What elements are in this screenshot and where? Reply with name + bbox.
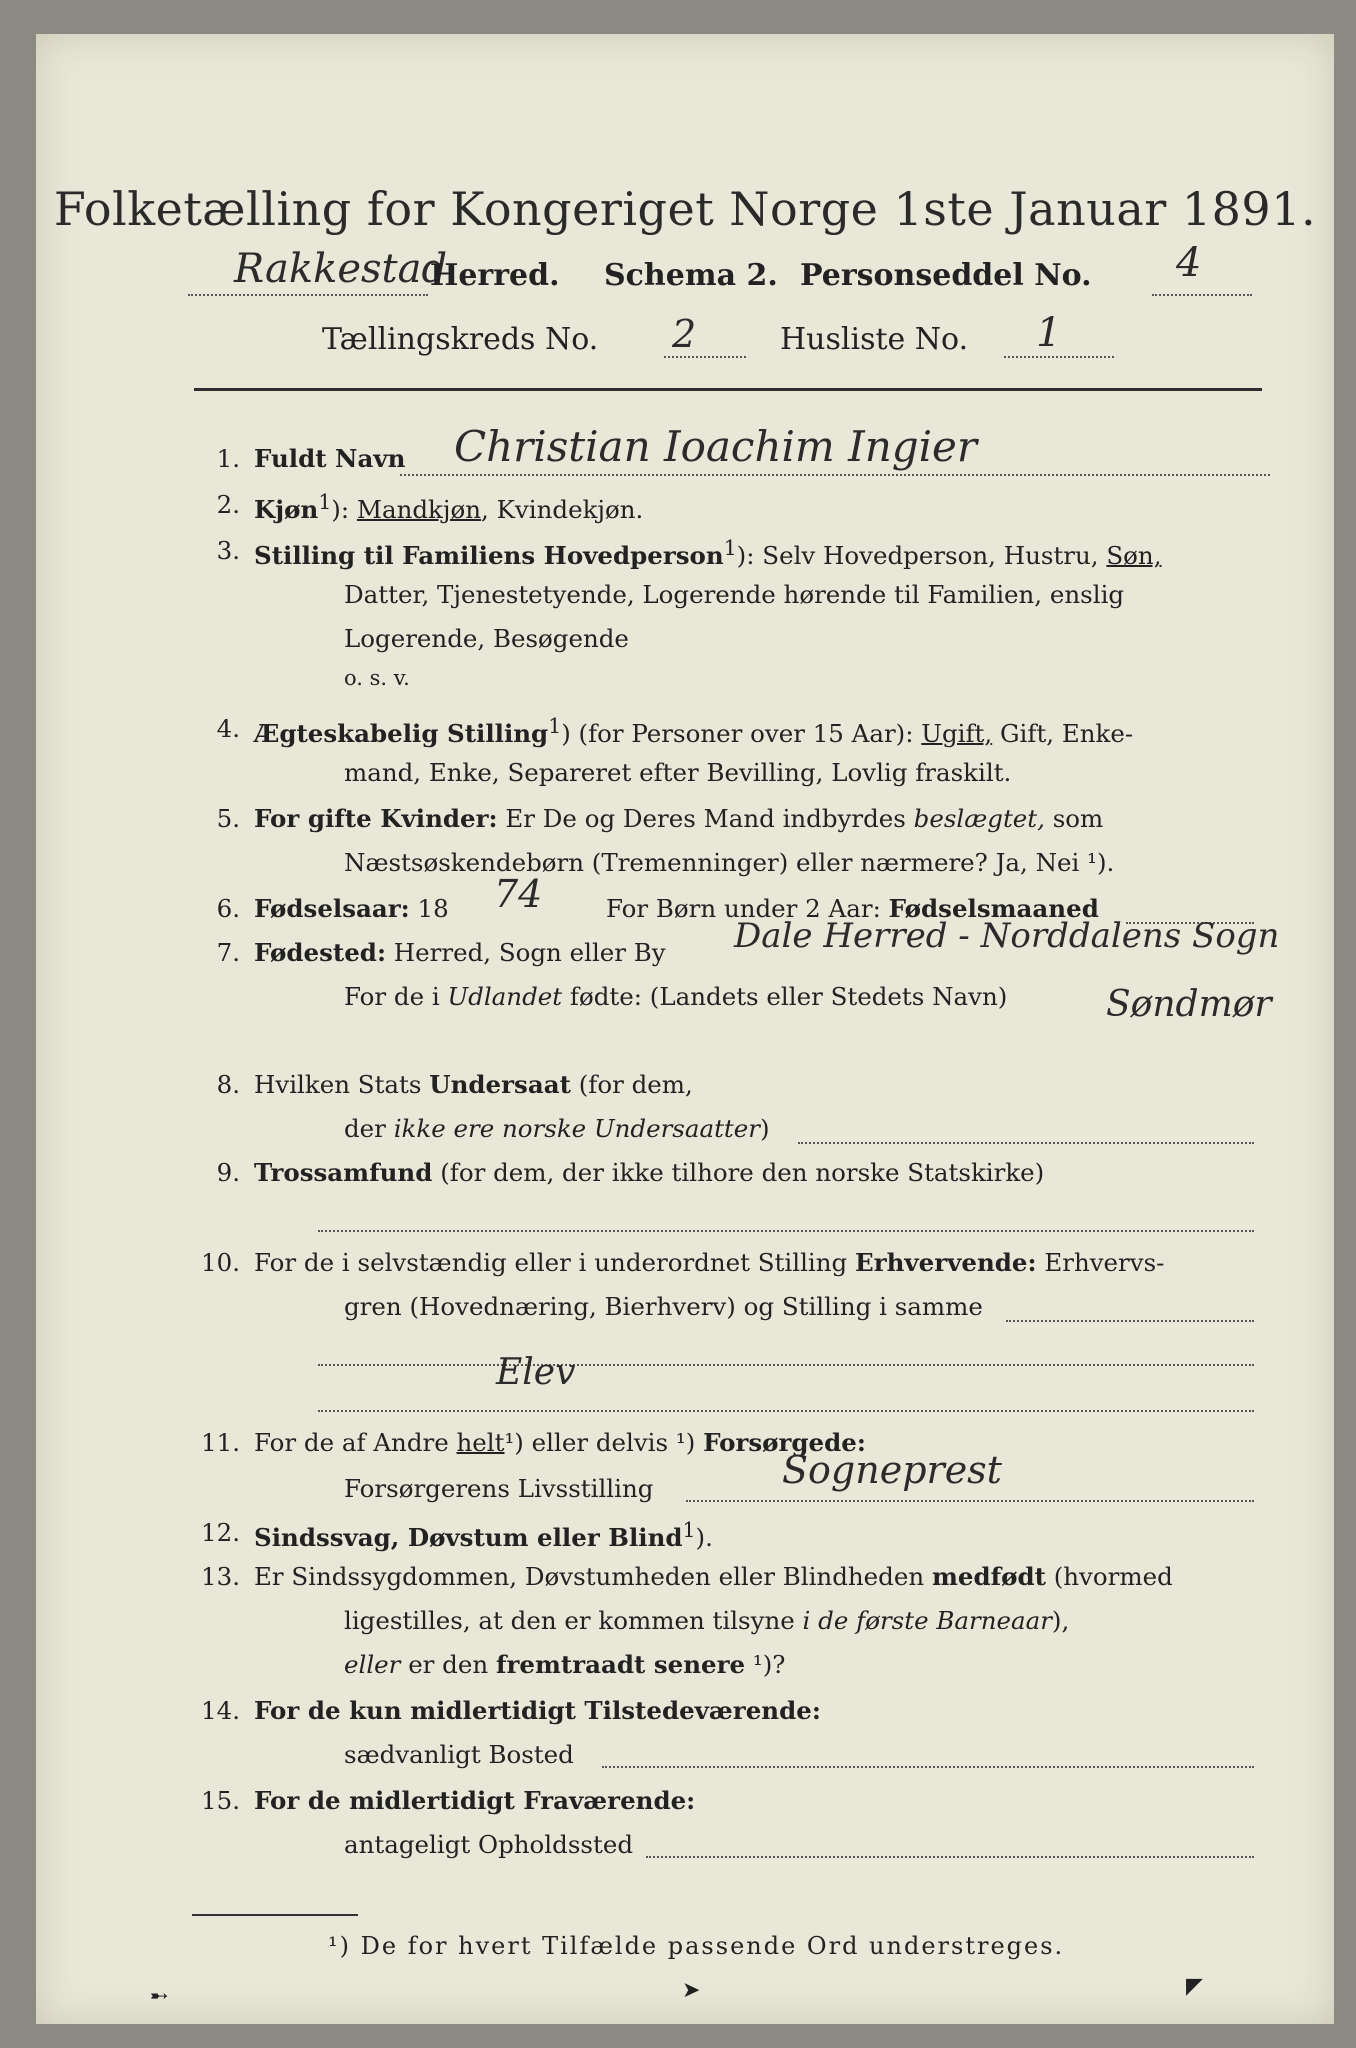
husliste-value: 1 — [1036, 310, 1062, 356]
item-11-line1: For de af Andre helt¹) eller delvis ¹) Forsørgede: — [254, 1428, 866, 1457]
item-1-number: 1. — [216, 444, 240, 473]
item-3-line1: Stilling til Familiens Hovedperson$^1$): Selv Hovedperson, Hustru, Søn, — [254, 536, 1162, 571]
item-11-number: 11. — [201, 1428, 240, 1457]
item-10-dots-b — [318, 1364, 1254, 1366]
personseddel-value: 4 — [1176, 240, 1202, 286]
item-6-text: For Børn under 2 Aar: Fødselsmaaned — [606, 894, 1099, 923]
item-14-number: 14. — [201, 1696, 240, 1725]
herred-dots — [188, 294, 428, 296]
census-form — [36, 34, 1334, 2024]
item-13-number: 13. — [201, 1562, 240, 1591]
kreds-dots — [664, 356, 746, 358]
item-14-dots — [602, 1766, 1254, 1768]
item-11-provider-occupation: Sogneprest — [782, 1448, 1002, 1492]
item-5-number: 5. — [216, 804, 240, 833]
footnote: ¹) De for hvert Tilfælde passende Ord understreges. — [328, 1932, 1065, 1960]
item-8-dots — [798, 1142, 1254, 1144]
kreds-label: Tællingskreds No. — [322, 322, 599, 357]
item-10-line2: gren (Hovednæring, Bierhverv) og Stilling i samme — [344, 1292, 983, 1321]
item-4-line1: Ægteskabelig Stilling$^1$) (for Personer over 15 Aar): Ugift, Gift, Enke- — [254, 714, 1134, 749]
tick-mark-center: ➤ — [682, 1978, 701, 2003]
item-1-name: Christian Ioachim Ingier — [454, 422, 977, 471]
item-10-occupation: Elev — [496, 1352, 576, 1393]
item-10-dots-a — [1006, 1320, 1254, 1322]
item-7-birthplace: Dale Herred - Norddalens Sogn — [734, 916, 1280, 956]
herred-label: Herred. — [430, 258, 560, 293]
tick-mark-right: ◤ — [1186, 1974, 1203, 1999]
item-1-dots — [400, 474, 1270, 476]
item-3-line2: Datter, Tjenestetyende, Logerende hørende til Familien, enslig — [344, 580, 1125, 609]
item-7-number: 7. — [216, 938, 240, 967]
item-14-line1: For de kun midlertidigt Tilstedeværende: — [254, 1696, 821, 1725]
item-11-dots — [686, 1500, 1254, 1502]
item-1-label: Fuldt Navn — [254, 444, 406, 473]
item-13-line1: Er Sindssygdommen, Døvstumheden eller Blindheden medfødt (hvormed — [254, 1562, 1173, 1591]
item-3-line3: Logerende, Besøgende — [344, 624, 629, 653]
schema-label: Schema 2. — [604, 258, 778, 293]
item-10-line1: For de i selvstændig eller i underordnet Stilling Erhvervende: Erhvervs- — [254, 1248, 1165, 1277]
item-15-dots — [646, 1856, 1254, 1858]
item-12-number: 12. — [201, 1518, 240, 1547]
item-3-number: 3. — [216, 536, 240, 565]
item-10-dots-c — [318, 1410, 1254, 1412]
item-10-number: 10. — [201, 1248, 240, 1277]
item-7-line2: For de i Udlandet fødte: (Landets eller Stedets Navn) — [344, 982, 1008, 1011]
item-4-number: 4. — [216, 714, 240, 743]
item-8-line2: der ikke ere norske Undersaatter) — [344, 1114, 770, 1143]
personseddel-dots — [1152, 294, 1252, 296]
item-9-number: 9. — [216, 1158, 240, 1187]
item-2-text: Kjøn$^1$): Mandkjøn, Kvindekjøn. — [254, 490, 644, 525]
item-11-line2: Forsørgerens Livsstilling — [344, 1474, 654, 1503]
footnote-rule — [192, 1914, 358, 1916]
item-13-line2: ligestilles, at den er kommen tilsyne i de første Barneaar), — [344, 1606, 1070, 1635]
item-7-line1: Fødested: Herred, Sogn eller By — [254, 938, 666, 967]
item-15-number: 15. — [201, 1786, 240, 1815]
item-9-line1: Trossamfund (for dem, der ikke tilhore den norske Statskirke) — [254, 1158, 1045, 1187]
item-15-line2: antageligt Opholdssted — [344, 1830, 633, 1859]
item-4-line2: mand, Enke, Separeret efter Bevilling, Lovlig fraskilt. — [344, 758, 1012, 787]
item-15-line1: For de midlertidigt Fraværende: — [254, 1786, 696, 1815]
item-2-number: 2. — [216, 490, 240, 519]
item-14-line2: sædvanligt Bosted — [344, 1740, 574, 1769]
item-6-year: 74 — [494, 872, 543, 916]
item-13-line3: eller er den fremtraadt senere ¹)? — [344, 1650, 786, 1679]
form-title: Folketælling for Kongeriget Norge 1ste Januar 1891. — [53, 182, 1317, 236]
item-5-line1: For gifte Kvinder: Er De og Deres Mand indbyrdes beslægtet, som — [254, 804, 1104, 833]
item-7-foreign-place: Søndmør — [1106, 984, 1272, 1025]
item-9-dots — [318, 1230, 1254, 1232]
husliste-label: Husliste No. — [780, 322, 969, 357]
item-6-label: Fødselsaar: 18 — [254, 894, 449, 923]
personseddel-label: Personseddel No. — [800, 258, 1092, 293]
item-3-line4: o. s. v. — [344, 666, 410, 690]
item-6-number: 6. — [216, 894, 240, 923]
husliste-dots — [1004, 356, 1114, 358]
item-8-line1: Hvilken Stats Undersaat (for dem, — [254, 1070, 693, 1099]
item-12-line1: Sindssvag, Døvstum eller Blind$^1$). — [254, 1518, 713, 1553]
item-5-line2: Næstsøskendebørn (Tremenninger) eller nærmere? Ja, Nei ¹). — [344, 848, 1115, 877]
kreds-value: 2 — [672, 312, 697, 356]
header-rule — [194, 388, 1262, 391]
herred-value: Rakkestad — [234, 246, 448, 292]
item-8-number: 8. — [216, 1070, 240, 1099]
tick-mark-left: ➸ — [150, 1984, 169, 2009]
